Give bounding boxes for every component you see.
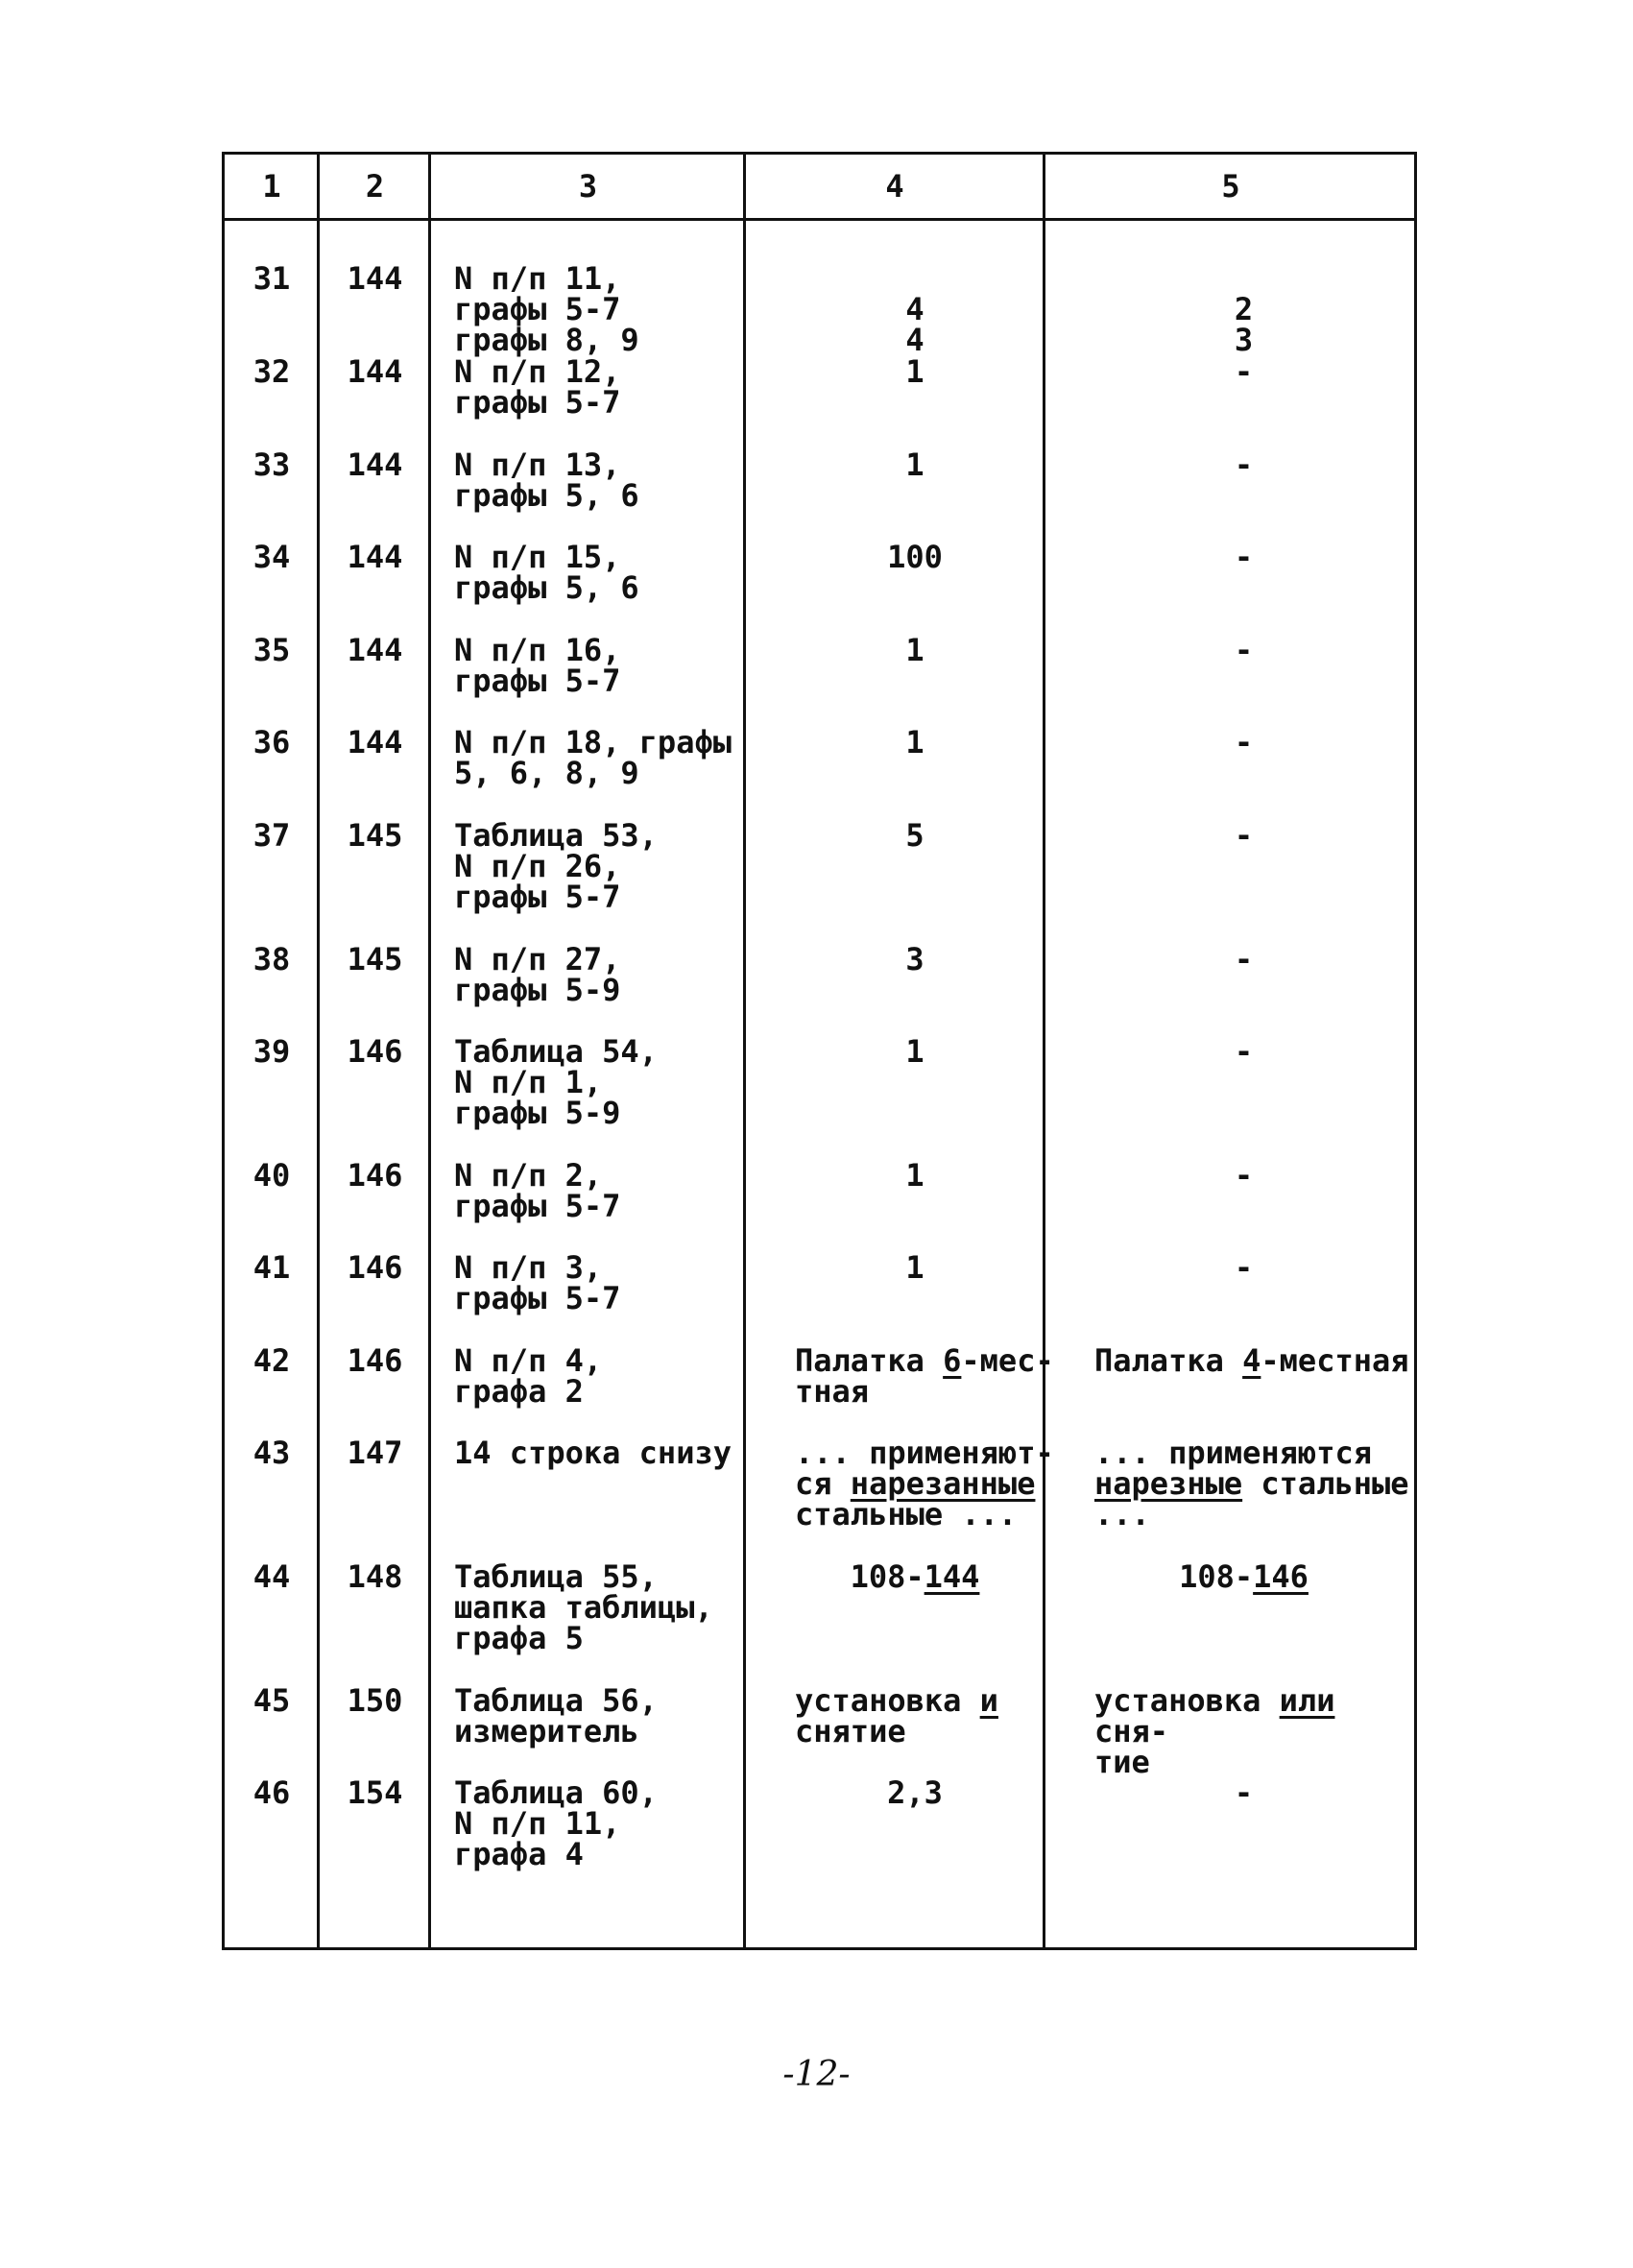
printed-text: 2,3 — [887, 1774, 943, 1811]
page-ref: 144 — [347, 446, 403, 483]
header-col-3: 3 — [578, 168, 598, 205]
printed-text: 1 — [905, 724, 925, 760]
page-ref: 150 — [347, 1682, 403, 1719]
page-ref: 146 — [347, 1033, 403, 1070]
header-col-4: 4 — [885, 168, 904, 205]
corrected-text: 108-146 — [1179, 1558, 1309, 1595]
corrected-text: Палатка 4-местная — [1094, 1342, 1409, 1379]
page-ref: 144 — [347, 724, 403, 760]
printed-text: 108-144 — [850, 1558, 980, 1595]
location-ref: N п/п 13, графы 5, 6 — [454, 446, 639, 514]
page-ref: 154 — [347, 1774, 403, 1811]
printed-text: 1 — [905, 1249, 925, 1286]
location-ref: N п/п 4, графа 2 — [454, 1342, 603, 1410]
printed-text: 1 — [905, 446, 925, 483]
row-number: 36 — [252, 724, 291, 760]
header-col-1: 1 — [262, 168, 281, 205]
corrected-text: - — [1234, 724, 1254, 760]
page-ref: 146 — [347, 1249, 403, 1286]
location-ref: Таблица 56, измеритель — [454, 1682, 658, 1749]
location-ref: N п/п 11, графы 5-7 графы 8, 9 — [454, 260, 639, 358]
page-ref: 144 — [347, 353, 403, 390]
location-ref: N п/п 12, графы 5-7 — [454, 353, 621, 421]
page-ref: 148 — [347, 1558, 403, 1595]
row-number: 45 — [252, 1682, 291, 1719]
corrected-text: установка или сня- тие — [1094, 1682, 1335, 1780]
page-ref: 144 — [347, 539, 403, 575]
location-ref: N п/п 18, графы 5, 6, 8, 9 — [454, 724, 732, 791]
page-ref: 147 — [347, 1435, 403, 1471]
row-number: 37 — [252, 817, 291, 854]
location-ref: Таблица 53, N п/п 26, графы 5-7 — [454, 817, 658, 915]
row-number: 33 — [252, 446, 291, 483]
row-number: 39 — [252, 1033, 291, 1070]
page-ref: 144 — [347, 260, 403, 297]
corrected-text: ... применяются нарезные стальные ... — [1094, 1435, 1409, 1532]
row-number: 35 — [252, 632, 291, 668]
row-number: 43 — [252, 1435, 291, 1471]
row-number: 40 — [252, 1157, 291, 1194]
location-ref: N п/п 3, графы 5-7 — [454, 1249, 621, 1316]
row-number: 31 — [252, 260, 291, 297]
page-number: -12- — [782, 2055, 851, 2094]
location-ref: Таблица 55, шапка таблицы, графа 5 — [454, 1558, 713, 1656]
corrected-text: - — [1234, 353, 1254, 390]
row-number: 44 — [252, 1558, 291, 1595]
printed-text: 1 — [905, 1033, 925, 1070]
page-ref: 144 — [347, 632, 403, 668]
printed-text: 1 — [905, 353, 925, 390]
corrected-text: - — [1234, 941, 1254, 977]
printed-text: ... применяют- ся нарезанные стальные ... — [795, 1435, 1054, 1532]
printed-text: установка и снятие — [795, 1682, 998, 1749]
location-ref: Таблица 60, N п/п 11, графа 4 — [454, 1774, 658, 1872]
corrected-text: - — [1234, 1157, 1254, 1194]
printed-text: 100 — [887, 539, 943, 575]
header-rule — [225, 218, 1414, 221]
row-number: 34 — [252, 539, 291, 575]
location-ref: 14 строка снизу — [454, 1435, 732, 1471]
location-ref: Таблица 54, N п/п 1, графы 5-9 — [454, 1033, 658, 1131]
errata-table — [222, 152, 1417, 1950]
page-ref: 146 — [347, 1157, 403, 1194]
corrected-text: - — [1234, 539, 1254, 575]
printed-text: 1 — [905, 1157, 925, 1194]
printed-text: 4 4 — [905, 291, 925, 358]
row-number: 38 — [252, 941, 291, 977]
row-number: 46 — [252, 1774, 291, 1811]
header-col-5: 5 — [1221, 168, 1240, 205]
printed-text: 3 — [905, 941, 925, 977]
page-ref: 145 — [347, 817, 403, 854]
printed-text: 1 — [905, 632, 925, 668]
corrected-text: - — [1234, 632, 1254, 668]
page-ref: 145 — [347, 941, 403, 977]
corrected-text: - — [1234, 1033, 1254, 1070]
row-number: 32 — [252, 353, 291, 390]
printed-text: 5 — [905, 817, 925, 854]
page-ref: 146 — [347, 1342, 403, 1379]
printed-text: Палатка 6-мес- тная — [795, 1342, 1054, 1410]
location-ref: N п/п 2, графы 5-7 — [454, 1157, 621, 1224]
location-ref: N п/п 16, графы 5-7 — [454, 632, 621, 699]
row-number: 42 — [252, 1342, 291, 1379]
corrected-text: - — [1234, 1774, 1254, 1811]
corrected-text: - — [1234, 446, 1254, 483]
location-ref: N п/п 27, графы 5-9 — [454, 941, 621, 1008]
header-col-2: 2 — [365, 168, 385, 205]
location-ref: N п/п 15, графы 5, 6 — [454, 539, 639, 606]
corrected-text: - — [1234, 1249, 1254, 1286]
corrected-text: - — [1234, 817, 1254, 854]
corrected-text: 2 3 — [1234, 291, 1254, 358]
row-number: 41 — [252, 1249, 291, 1286]
